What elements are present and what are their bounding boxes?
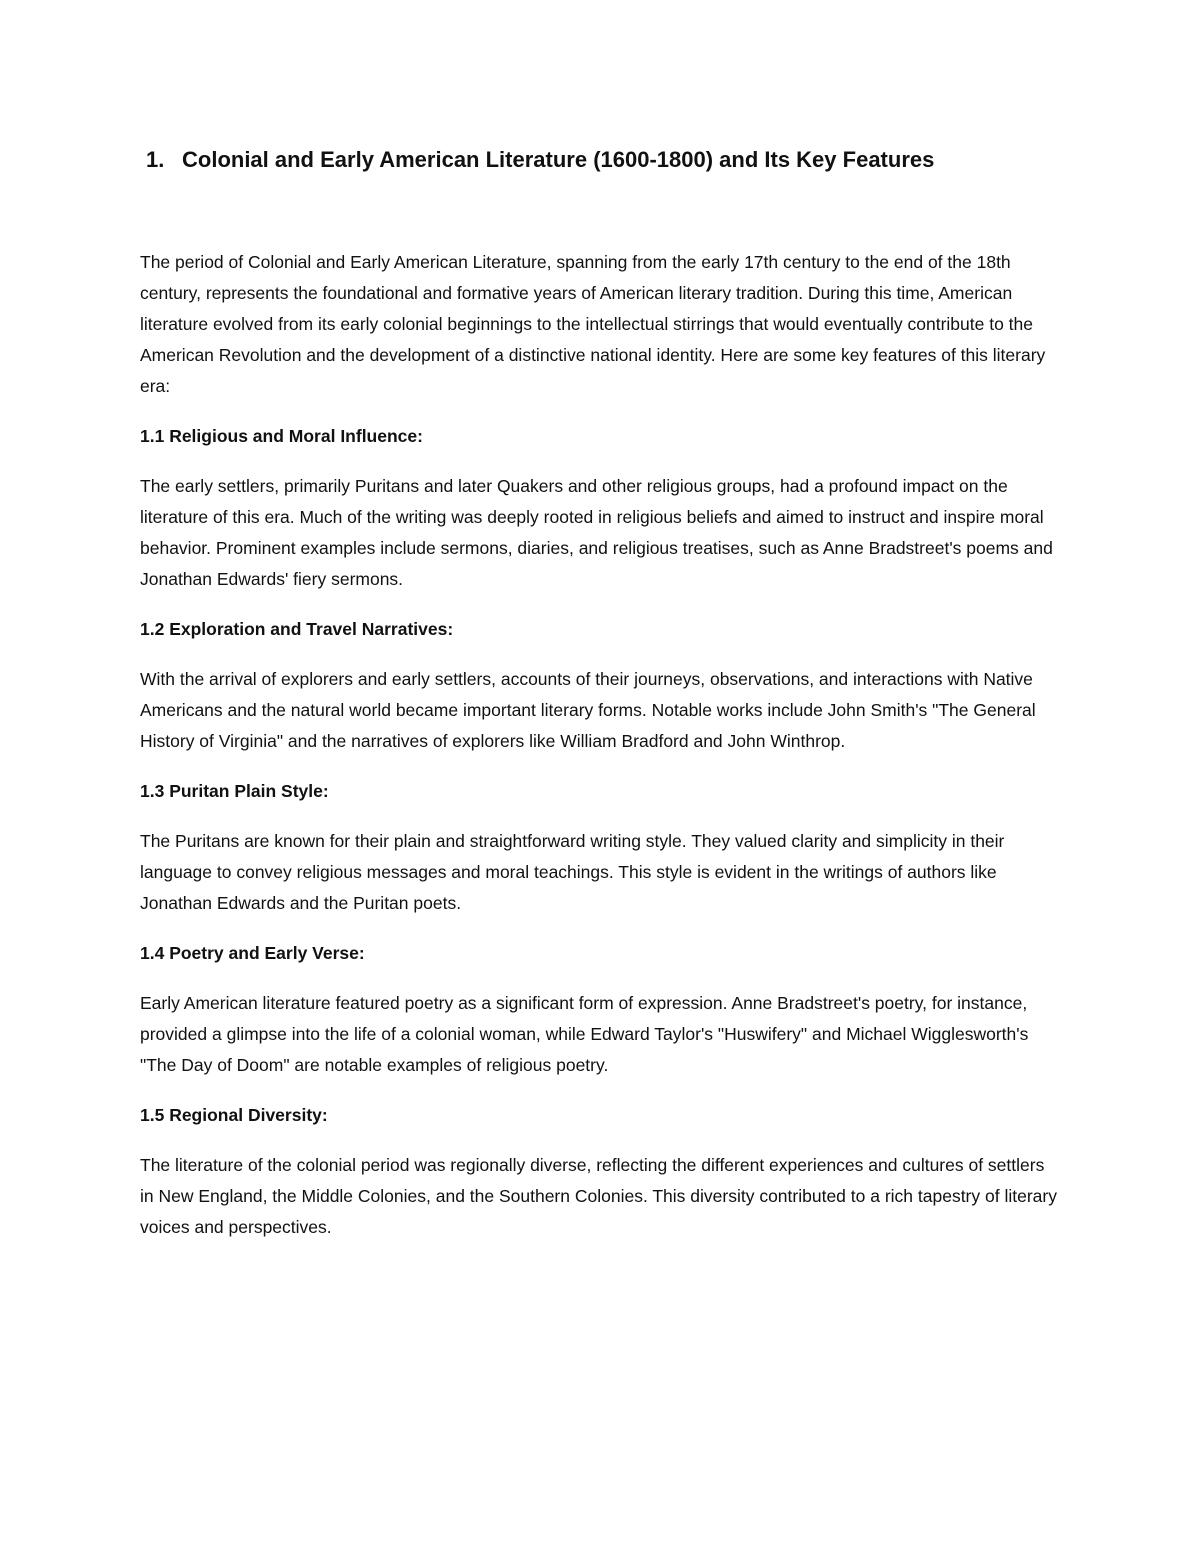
section-heading-regional-diversity: 1.5 Regional Diversity: bbox=[140, 1105, 328, 1125]
section-body-religious-moral: The early settlers, primarily Puritans and later Quakers and other religious groups, had a profound impact on the literature of this era. Much of the writing was deeply rooted in religious beliefs and aimed to instruct and inspire moral behavior. Prominent examples include sermons, diaries, and religious treatises, such as Anne Bradstreet's poems and Jonathan Edwards' fiery sermons. bbox=[140, 476, 1053, 589]
title-text: Colonial and Early American Literature (1600-1800) and Its Key Features bbox=[182, 147, 935, 172]
title-number: 1. bbox=[146, 147, 165, 172]
section-body-exploration-travel: With the arrival of explorers and early settlers, accounts of their journeys, observations, and interactions with Native Americans and the natural world became important literary forms. Notable works include John Smith's "The General History of Virginia" and the narratives of explorers like William Bradford and John Winthrop. bbox=[140, 669, 1036, 751]
intro-paragraph: The period of Colonial and Early American Literature, spanning from the early 17th century to the end of the 18th century, represents the foundational and formative years of American literary tradition. During this time, American literature evolved from its early colonial beginnings to the intellectual stirrings that would eventually contribute to the American Revolution and the development of a distinctive national identity. Here are some key features of this literary era: bbox=[140, 252, 1046, 396]
section-body-puritan-plain-style: The Puritans are known for their plain and straightforward writing style. They valued clarity and simplicity in their language to convey religious messages and moral teachings. This style is evident in the writings of authors like Jonathan Edwards and the Puritan poets. bbox=[140, 831, 1005, 913]
document-body bbox=[140, 247, 1060, 1262]
section-heading-exploration-travel: 1.2 Exploration and Travel Narratives: bbox=[140, 619, 454, 639]
page-title bbox=[146, 142, 1066, 178]
section-heading-poetry-early-verse: 1.4 Poetry and Early Verse: bbox=[140, 943, 365, 963]
section-heading-puritan-plain-style: 1.3 Puritan Plain Style: bbox=[140, 781, 329, 801]
section-body-regional-diversity: The literature of the colonial period was regionally diverse, reflecting the different experiences and cultures of settlers in New England, the Middle Colonies, and the Southern Colonies. This diversity contributed to a rich tapestry of literary voices and perspectives. bbox=[140, 1155, 1057, 1237]
section-body-poetry-early-verse: Early American literature featured poetry as a significant form of expression. Anne Bradstreet's poetry, for instance, provided a glimpse into the life of a colonial woman, while Edward Taylor's "Huswifery" and Michael Wigglesworth's "The Day of Doom" are notable examples of religious poetry. bbox=[140, 993, 1029, 1075]
section-heading-religious-moral: 1.1 Religious and Moral Influence: bbox=[140, 426, 423, 446]
